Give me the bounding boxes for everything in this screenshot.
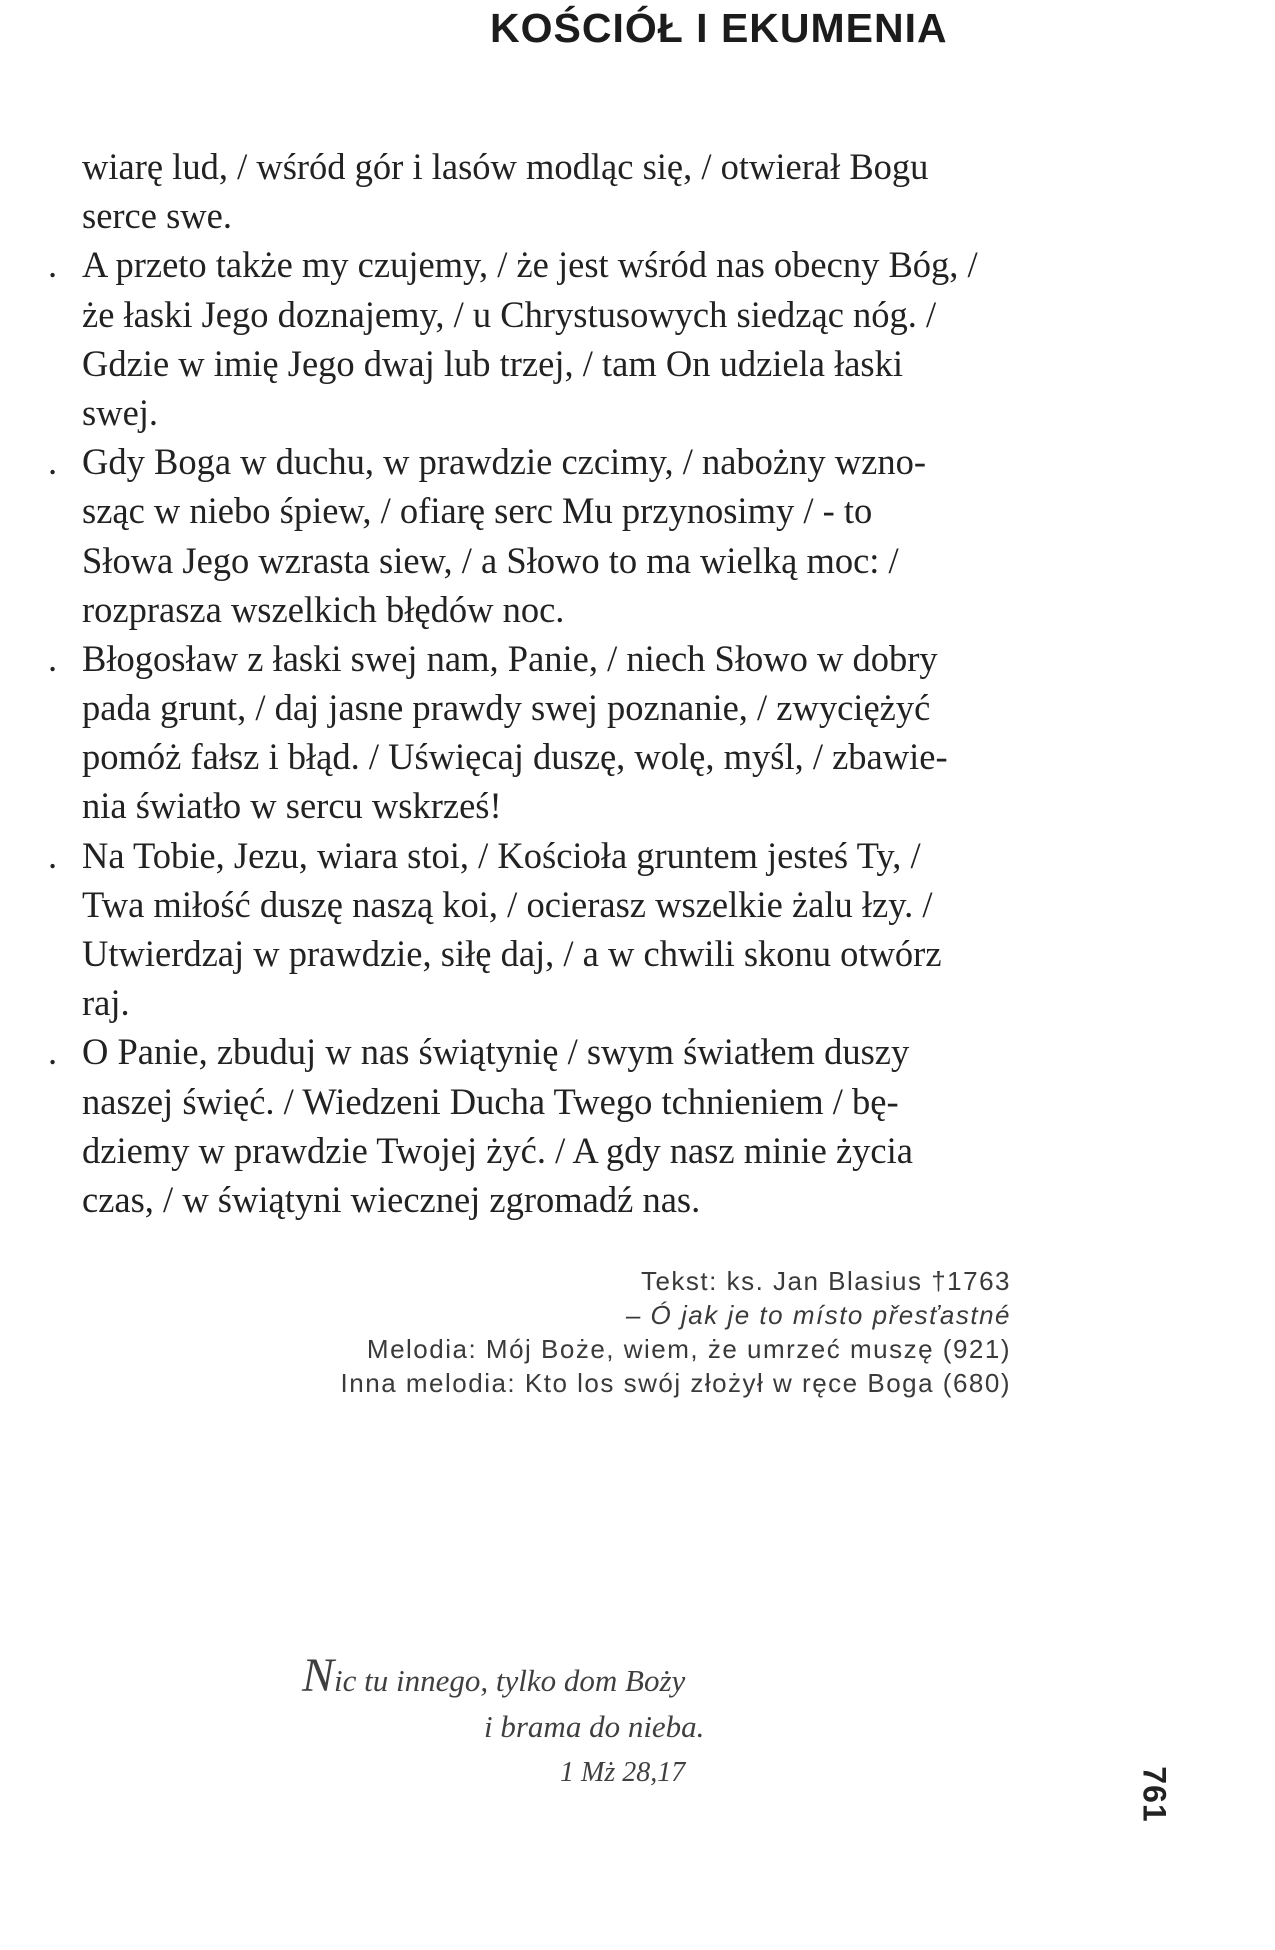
- quote-line-2: i brama do nieba.: [484, 1709, 705, 1744]
- stanza-marker: .: [48, 441, 58, 483]
- credit-original-title: – Ó jak je to místo přesťastné: [625, 1300, 1011, 1330]
- hymn-line: [62, 191, 1022, 240]
- hymn-line: [62, 142, 1022, 191]
- hymn-line-text: pomóż fałsz i błąd. / Uświęcaj duszę, wolę, myśl, / zbawie-: [82, 736, 948, 778]
- hymn-line-text: Na Tobie, Jezu, wiara stoi, / Kościoła gruntem jesteś Ty, /: [82, 834, 921, 876]
- hymn-line: [48, 240, 1022, 289]
- credit-melody: Melodia: Mój Boże, wiem, że umrzeć muszę (921): [366, 1334, 1011, 1364]
- hymn-line-text: że łaski Jego doznajemy, / u Chrystusowych siedząc nóg. /: [82, 293, 937, 335]
- hymn-line-text: naszej święć. / Wiedzeni Ducha Twego tchnieniem / bę-: [82, 1080, 899, 1122]
- hymn-line-text: raj.: [82, 982, 130, 1024]
- quote-dropcap: N: [302, 1649, 335, 1702]
- bible-quote: [302, 1649, 802, 1796]
- hymn-line: [62, 781, 1022, 830]
- hymn-line: [62, 1126, 1022, 1175]
- stanza-marker: .: [48, 1031, 58, 1073]
- quote-line-1-text: ic tu innego, tylko dom Boży: [334, 1663, 686, 1698]
- stanza-marker: .: [48, 834, 58, 876]
- hymn-line: [62, 732, 1022, 781]
- hymn-line-text: Błogosław z łaski swej nam, Panie, / niech Słowo w dobry: [82, 637, 938, 679]
- credit-alt-melody: Inna melodia: Kto los swój złożył w ręce Boga (680): [340, 1368, 1011, 1398]
- quote-reference: 1 Mż 28,17: [560, 1757, 686, 1788]
- hymn-line-text: A przeto także my czujemy, / że jest wśród nas obecny Bóg, /: [82, 244, 978, 286]
- hymn-line-text: wiarę lud, / wśród gór i lasów modląc się, / otwierał Bogu: [82, 146, 929, 187]
- hymn-line: [62, 585, 1022, 634]
- stanza-marker: .: [48, 244, 58, 286]
- page-header-title: KOŚCIÓŁ I EKUMENIA: [490, 5, 948, 51]
- hymn-line: [62, 536, 1022, 585]
- hymn-line: [62, 929, 1022, 978]
- hymn-line: [62, 880, 1022, 929]
- hymn-line: [62, 290, 1022, 339]
- credit-text-author: Tekst: ks. Jan Blasius †1763: [640, 1266, 1011, 1296]
- hymn-line: [48, 1027, 1022, 1076]
- hymn-line: [62, 683, 1022, 732]
- hymn-line-text: Słowa Jego wzrasta siew, / a Słowo to ma wielką moc: /: [82, 539, 899, 581]
- hymn-line: [62, 1175, 1022, 1224]
- hymn-line: [62, 486, 1022, 535]
- hymn-line-text: rozprasza wszelkich błędów noc.: [82, 588, 565, 630]
- hymn-line-text: Twa miłość duszę naszą koi, / ocierasz wszelkie żalu łzy. /: [82, 883, 933, 925]
- hymn-line-text: swej.: [82, 391, 159, 433]
- hymn-line-text: Gdy Boga w duchu, w prawdzie czcimy, / nabożny wzno-: [82, 441, 926, 483]
- hymn-line: [62, 978, 1022, 1027]
- hymn-line-text: pada grunt, / daj jasne prawdy swej poznanie, / zwyciężyć: [82, 687, 931, 729]
- hymn-line: [48, 634, 1022, 683]
- hymn-line-text: czas, / w świątyni wiecznej zgromadź nas.: [82, 1178, 701, 1220]
- hymn-credits: [341, 1264, 1011, 1400]
- hymn-line-text: dziemy w prawdzie Twojej żyć. / A gdy nasz minie życia: [82, 1129, 913, 1171]
- hymn-line-text: serce swe.: [82, 195, 232, 237]
- stanza-marker: .: [48, 637, 58, 679]
- hymn-text: [48, 142, 1022, 1224]
- hymn-line-text: O Panie, zbuduj w nas świątynię / swym światłem duszy: [82, 1031, 910, 1073]
- hymn-line: [62, 339, 1022, 388]
- quote-line-1: [302, 1649, 802, 1704]
- hymn-line-text: nia światło w sercu wskrześ!: [82, 785, 502, 827]
- hymn-line: [62, 1077, 1022, 1126]
- hymn-line-text: Utwierdzaj w prawdzie, siłę daj, / a w chwili skonu otwórz: [82, 933, 942, 974]
- hymn-line: [48, 437, 1022, 486]
- hymn-line-text: sząc w niebo śpiew, / ofiarę serc Mu przynosimy / - to: [82, 490, 873, 532]
- hymn-line: [48, 831, 1022, 880]
- hymn-line-text: Gdzie w imię Jego dwaj lub trzej, / tam On udziela łaski: [82, 342, 904, 384]
- hymn-line: [62, 388, 1022, 437]
- page-number-text: 761: [1136, 1766, 1173, 1823]
- page-number: [1132, 1766, 1176, 1826]
